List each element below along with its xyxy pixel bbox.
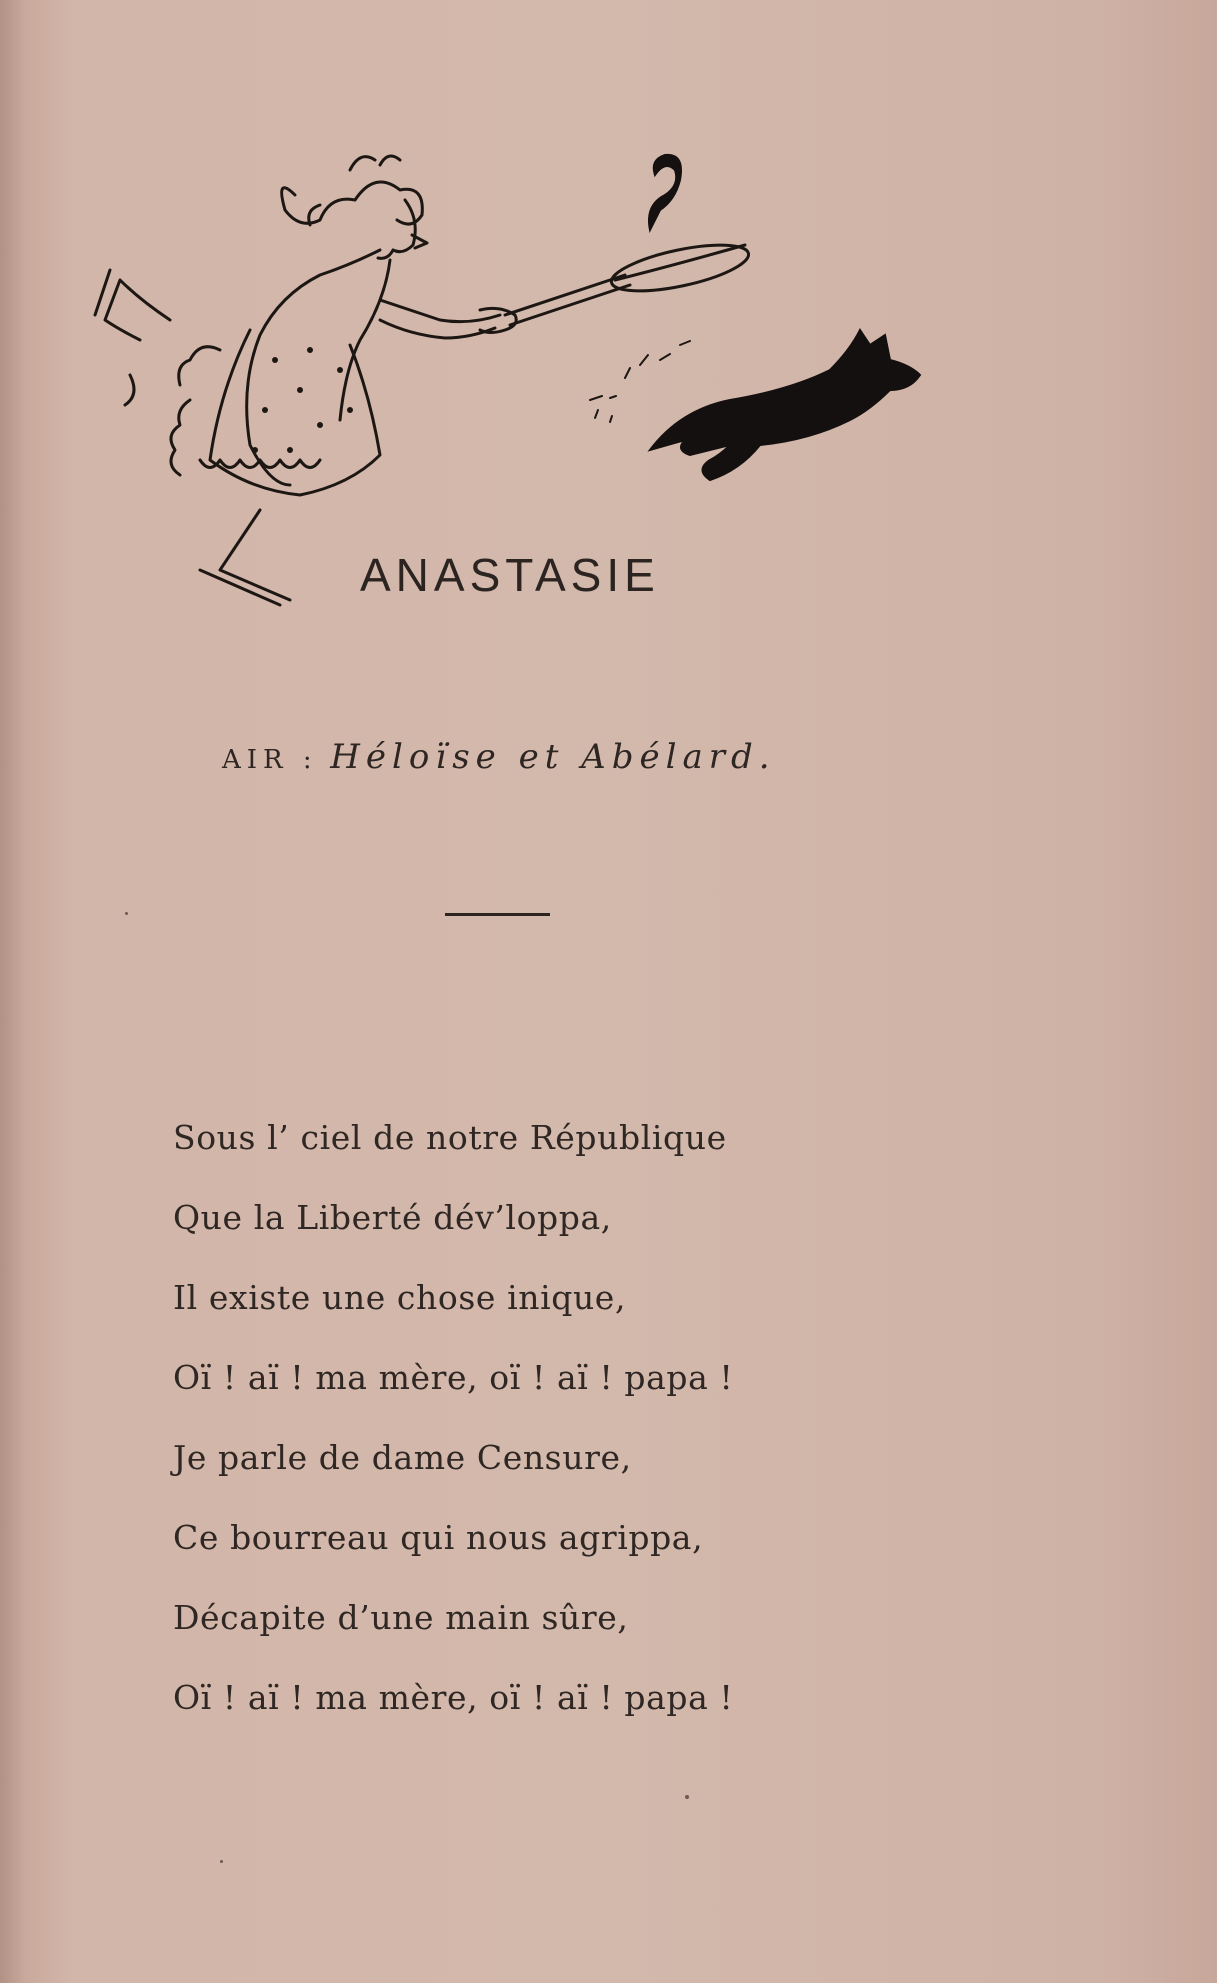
paper-speck bbox=[685, 1795, 689, 1799]
poem-verse bbox=[173, 1098, 733, 1738]
page-gutter-shadow bbox=[0, 0, 26, 1983]
verse-line: Que la Liberté dév’loppa, bbox=[173, 1198, 612, 1237]
paper-speck bbox=[125, 912, 128, 915]
verse-line: Je parle de dame Censure, bbox=[173, 1438, 632, 1477]
paper-speck bbox=[220, 1860, 223, 1863]
verse-line: Oï ! aï ! ma mère, oï ! aï ! papa ! bbox=[173, 1358, 734, 1397]
verse-line: Sous l’ ciel de notre République bbox=[173, 1118, 727, 1157]
poem-title: ANASTASIE bbox=[360, 549, 660, 601]
air-label: AIR : bbox=[222, 745, 318, 775]
air-line bbox=[222, 737, 776, 777]
verse-line: Il existe une chose inique, bbox=[173, 1278, 627, 1317]
verse-line: Décapite d’une main sûre, bbox=[173, 1598, 629, 1637]
section-divider-rule bbox=[445, 913, 550, 916]
verse-line: Ce bourreau qui nous agrippa, bbox=[173, 1518, 704, 1557]
air-tune-name: Héloïse et Abélard. bbox=[330, 737, 776, 777]
verse-line: Oï ! aï ! ma mère, oï ! aï ! papa ! bbox=[173, 1678, 734, 1717]
